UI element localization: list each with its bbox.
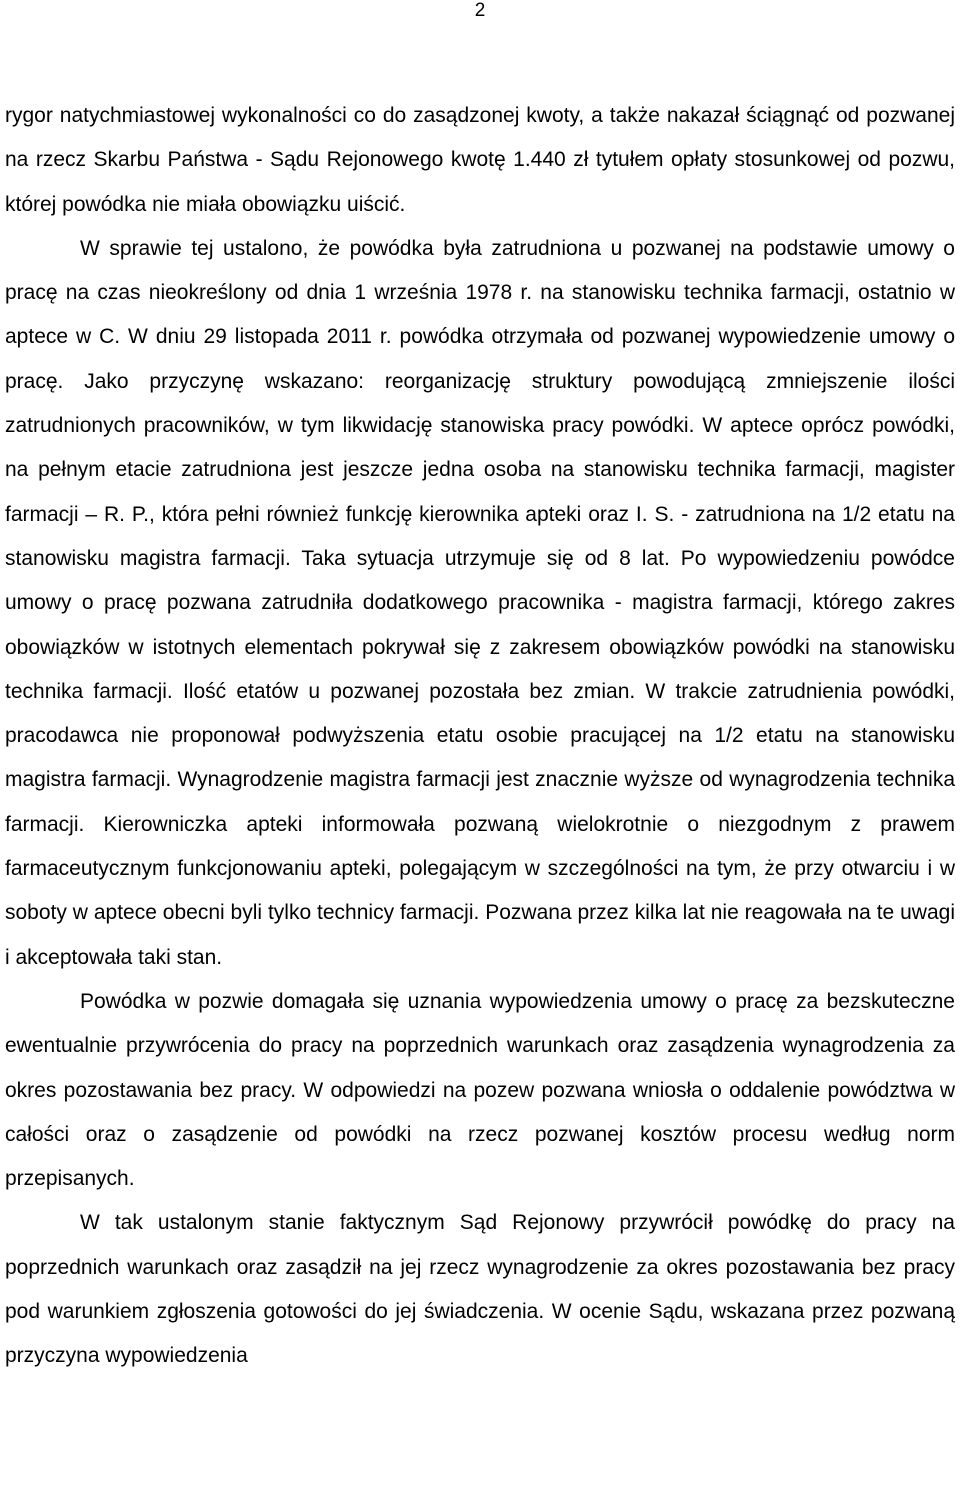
paragraph-3: Powódka w pozwie domagała się uznania wypowiedzenia umowy o pracę za bezskuteczne ewentualnie przywrócenia do pracy na poprzednich warunkach oraz zasądzenia wynagrodzenia za okres pozostawania bez pracy. W odpowiedzi na pozew pozwana wniosła o oddalenie powództwa w całości oraz o zasądzenie od powódki na rzecz pozwanej kosztów procesu według norm przepisanych. xyxy=(5,989,955,1191)
paragraph-2: W sprawie tej ustalono, że powódka była zatrudniona u pozwanej na podstawie umowy o pracę na czas nieokreślony od dnia 1 września 1978 r. na stanowisku technika farmacji, ostatnio w aptece w C. W dniu 29 listopada 2011 r. powódka otrzymała od pozwanej wypowiedzenie umowy o pracę. Jako przyczynę wskazano: reorganizację struktury powodującą zmniejszenie ilości zatrudnionych pracowników, w tym likwidację stanowiska pracy powódki. W aptece oprócz powódki, na pełnym etacie zatrudniona jest jeszcze jedna osoba na stanowisku technika farmacji, magister farmacji – R. P., która pełni również funkcję kierownika apteki oraz I. S. - zatrudniona na 1/2 etatu na stanowisku magistra farmacji. Taka sytuacja utrzymuje się od 8 lat. Po wypowiedzeniu powódce umowy o pracę pozwana zatrudniła dodatkowego pracownika - magistra farmacji, którego zakres obowiązków w istotnych elementach pokrywał się z zakresem obowiązków powódki na stanowisku technika farmacji. Ilość etatów u pozwanej pozostała bez zmian. W trakcie zatrudnienia powódki, pracodawca nie proponował podwyższenia etatu osobie pracującej na 1/2 etatu na stanowisku magistra farmacji. Wynagrodzenie magistra farmacji jest znacznie wyższe od wynagrodzenia technika farmacji. Kierowniczka apteki informowała pozwaną wielokrotnie o niezgodnym z prawem farmaceutycznym funkcjonowaniu apteki, polegającym w szczególności na tym, że przy otwarciu i w soboty w aptece obecni byli tylko technicy farmacji. Pozwana przez kilka lat nie reagowała na te uwagi i akceptowała taki stan. xyxy=(5,236,955,969)
document-body xyxy=(5,94,955,1379)
paragraph-4: W tak ustalonym stanie faktycznym Sąd Rejonowy przywrócił powódkę do pracy na poprzednich warunkach oraz zasądził na jej rzecz wynagrodzenie za okres pozostawania bez pracy pod warunkiem zgłoszenia gotowości do jej świadczenia. W ocenie Sądu, wskazana przez pozwaną przyczyna wypowiedzenia xyxy=(5,1211,955,1368)
paragraph-1: rygor natychmiastowej wykonalności co do zasądzonej kwoty, a także nakazał ściągnąć od pozwanej na rzecz Skarbu Państwa - Sądu Rejonowego kwotę 1.440 zł tytułem opłaty stosunkowej od pozwu, której powódka nie miała obowiązku uiścić. xyxy=(5,104,955,216)
page-number: 2 xyxy=(474,0,486,21)
